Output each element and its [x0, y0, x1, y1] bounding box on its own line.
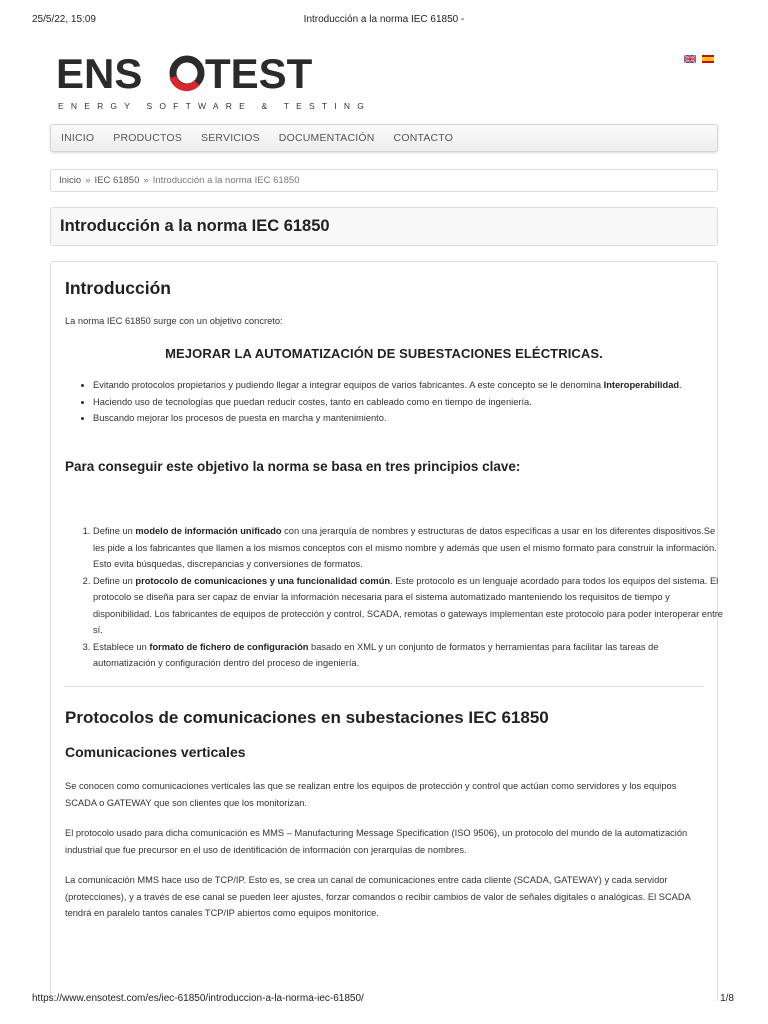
- nav-item-contacto[interactable]: CONTACTO: [393, 132, 454, 144]
- print-url: https://www.ensotest.com/es/iec-61850/introduccion-a-la-norma-iec-61850/: [32, 993, 364, 1004]
- list-item-text: con una jerarquía de nombres y estructuras de datos específicas a usar en los diferentes dispositivos.Se les pide a los fabricantes que llamen a los mismos conceptos con el mismo nombre y además que usen el mismo formato para construir la información. Esto evita búsquedas, discrepancias y conversiones de formatos.: [93, 526, 717, 569]
- list-item: [93, 410, 723, 427]
- list-item-bold: modelo de información unificado: [135, 526, 282, 536]
- list-item-text: .: [679, 380, 682, 390]
- uk-flag-icon[interactable]: [684, 50, 696, 58]
- intro-text: La norma IEC 61850 surge con un objetivo concreto:: [65, 316, 283, 326]
- list-item: [93, 639, 723, 672]
- nav-item-documentacion[interactable]: DOCUMENTACIÓN: [278, 132, 375, 144]
- list-item-text: Evitando protocolos propietarios y pudiendo llegar a integrar equipos de varios fabricantes. A este concepto se le denomina: [93, 380, 604, 390]
- list-item-text: Define un: [93, 526, 136, 536]
- paragraph: La comunicación MMS hace uso de TCP/IP. Esto es, se crea un canal de comunicaciones entre cada cliente (SCADA, GATEWAY) y cada servidor (protecciones), y a través de ese canal se pueden leer ajustes, forzar comandos o recibir cambios de valor de señales digitales o analógicas. El SCADA tendrá en paralelo tantos canales TCP/IP abiertos como equipos monitorice.: [65, 875, 691, 918]
- vertical-comms-heading: Comunicaciones verticales: [65, 744, 246, 760]
- logo-tagline: ENERGY SOFTWARE & TESTING: [58, 101, 372, 111]
- breadcrumb-separator: »: [143, 175, 149, 186]
- breadcrumb: [50, 169, 718, 192]
- print-footer: [0, 993, 768, 1007]
- logo-text-left: ENS: [56, 52, 143, 96]
- section-divider: [64, 686, 704, 687]
- paragraph: Se conocen como comunicaciones verticales las que se realizan entre los equipos de protección y control que actúan como servidores y los equipos SCADA o GATEWAY que son clientes que los monitorizan.: [65, 781, 677, 808]
- list-item-text: . Este protocolo es un lenguaje acordado para todos los equipos del sistema. El protocolo se diseña para ser capaz de enviar la información necesaria para el sistema automatizado manteniendo los requisitos de tiempo y disponibilidad. Los fabricantes de equipos de protección y control, SCADA, remotas o gateways implementan este protocolo para poder interoperar entre sí.: [93, 575, 723, 635]
- list-item-text: Buscando mejorar los procesos de puesta en marcha y mantenimiento.: [93, 413, 387, 423]
- spain-flag-icon[interactable]: [702, 50, 714, 58]
- principles-heading: Para conseguir este objetivo la norma se basa en tres principios clave:: [65, 459, 521, 474]
- main-goal-heading: MEJORAR LA AUTOMATIZACIÓN DE SUBESTACIONES ELÉCTRICAS.: [165, 346, 603, 361]
- print-date: 25/5/22, 15:09: [32, 14, 96, 25]
- breadcrumb-separator: »: [85, 175, 91, 186]
- nav-item-servicios[interactable]: SERVICIOS: [201, 132, 260, 144]
- nav-item-inicio[interactable]: INICIO: [61, 132, 95, 144]
- list-item-text: Establece un: [93, 641, 150, 652]
- list-item: [93, 523, 723, 573]
- list-item-bold: formato de fichero de configuración: [149, 641, 309, 652]
- list-item-bold: protocolo de comunicaciones y una funcionalidad común: [135, 575, 391, 586]
- intro-heading: Introducción: [65, 278, 171, 298]
- list-item-text: Define un: [93, 575, 136, 586]
- language-switcher: [684, 50, 714, 58]
- print-page-title: Introducción a la norma IEC 61850 -: [303, 14, 465, 25]
- page-title-box: [50, 207, 718, 246]
- main-navbar: [50, 124, 718, 152]
- protocols-heading: Protocolos de comunicaciones en subestaciones IEC 61850: [65, 708, 549, 727]
- page-counter: 1/8: [720, 993, 734, 1004]
- logo-wordmark: [56, 52, 356, 96]
- page-title: Introducción a la norma IEC 61850: [60, 217, 330, 235]
- list-item-text: Haciendo uso de tecnologías que puedan reducir costes, tanto en cableado como en tiempo de ingeniería.: [93, 396, 532, 407]
- breadcrumb-link-iec61850[interactable]: IEC 61850: [94, 175, 140, 186]
- nav-item-productos[interactable]: PRODUCTOS: [113, 132, 182, 144]
- paragraph: El protocolo usado para dicha comunicación es MMS – Manufacturing Message Specification (ISO 9506), un protocolo del mundo de la automatización industrial que fue precursor en el uso de identificación de información con jerarquías de nombres.: [65, 828, 688, 855]
- list-item: [93, 573, 723, 639]
- logo-text-right: TEST: [205, 52, 313, 96]
- breadcrumb-current: Introducción a la norma IEC 61850: [152, 175, 300, 186]
- list-item: [93, 377, 723, 394]
- list-item-text: basado en XML y un conjunto de formatos y herramientas para facilitar las tareas de automatización y configuración dentro del proceso de ingeniería.: [93, 641, 659, 668]
- goals-list: [79, 377, 723, 427]
- interoperability-term: Interoperabilidad: [603, 380, 680, 390]
- breadcrumb-link-inicio[interactable]: Inicio: [59, 175, 82, 186]
- list-item: [93, 394, 723, 411]
- principles-list: [79, 523, 723, 672]
- logo-o-ring-icon: [173, 59, 201, 88]
- print-header: [0, 14, 768, 28]
